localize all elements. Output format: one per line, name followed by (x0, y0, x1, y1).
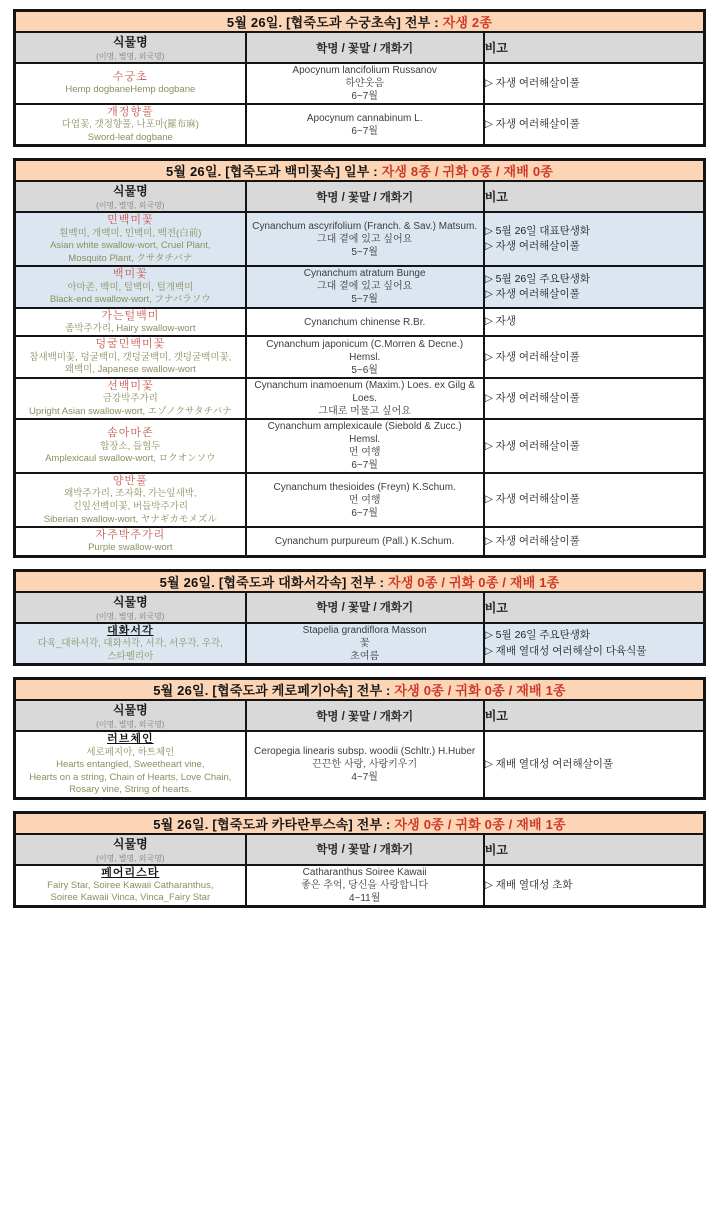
sci-line: 4~7월 (351, 771, 378, 783)
sci-line: 5~6월 (351, 364, 378, 376)
note-cell (484, 378, 705, 419)
plant-row (15, 308, 705, 337)
sci-line: Hemsl. (349, 434, 381, 446)
sci-line: Cynanchum amplexicaule (Siebold & Zucc.) (267, 421, 462, 433)
plant-table-2 (13, 158, 706, 558)
col-header-note: 비고 (484, 834, 705, 865)
plant-alias-line: Hearts on a string, Chain of Hearts, Love Chain, (29, 771, 232, 783)
table-title-row (15, 812, 705, 834)
sci-name-cell (246, 336, 484, 377)
table-title (15, 160, 705, 182)
sci-line: Cynanchum thesioides (Freyn) K.Schum. (273, 481, 456, 493)
sci-name-cell (246, 731, 484, 798)
col-header-plant-name-sub: (이명, 별명, 외국명) (96, 52, 165, 61)
plant-alias-line: Mosquito Plant, クサタチバナ (68, 252, 193, 264)
col-header-sci-name: 학명 / 꽃말 / 개화기 (246, 834, 484, 865)
plant-name-cell (15, 865, 246, 907)
sci-line: Cynanchum purpureum (Pall.) K.Schum. (274, 535, 455, 547)
plant-alias-line: 다엽꽃, 갯정향풀, 나포마(羅布麻) (61, 119, 199, 131)
note-cell (484, 731, 705, 798)
plant-alias-line: Hearts entangled, Sweetheart vine, (56, 759, 205, 771)
sci-line: Stapelia grandiflora Masson (302, 625, 427, 637)
plant-alias-line: Purple swallow-wort (88, 542, 173, 554)
note-cell (484, 473, 705, 527)
plant-row (15, 104, 705, 146)
table-title-text: 5월 26일. [협죽도과 케로페기아속] 전부 : (153, 683, 395, 699)
note-cell (484, 527, 705, 556)
plant-name-cell (15, 212, 246, 266)
table-title-stats: 자생 0종 / 귀화 0종 / 재배 1종 (394, 683, 566, 699)
note-line: ▷ 자생 여러해살이풀 (484, 350, 580, 363)
plant-name-cell (15, 308, 246, 337)
table-title-text: 5월 26일. [협죽도과 백미꽃속] 일부 : (165, 164, 382, 180)
plant-table-5 (13, 811, 706, 908)
sci-line: Cynanchum inamoenum (Maxim.) Loes. ex Gilg & (254, 379, 475, 391)
column-header-row (15, 32, 705, 63)
plant-name: 러브체인 (107, 733, 154, 746)
col-header-plant-name (15, 700, 246, 731)
table-title-stats: 자생 0종 / 귀화 0종 / 재배 1종 (388, 574, 560, 590)
plant-row (15, 266, 705, 307)
note-line: ▷ 5월 26일 대표탄생화 (484, 225, 591, 238)
note-line: ▷ 자생 여러해살이풀 (484, 240, 580, 253)
col-header-plant-name-label: 식물명 (112, 594, 148, 609)
note-line: ▷ 5월 26일 주요탄생화 (484, 629, 591, 642)
plant-alias-line: 왜백미, Japanese swallow-wort (64, 364, 196, 376)
plant-row (15, 527, 705, 556)
col-header-note: 비고 (484, 32, 705, 63)
plant-alias-line: 스타펠리아 (107, 650, 154, 662)
note-cell (484, 63, 705, 104)
note-cell (484, 104, 705, 146)
table-title-text: 5월 26일. [협죽도과 대화서각속] 전부 : (159, 574, 388, 590)
column-header-row (15, 700, 705, 731)
table-title-row (15, 11, 705, 33)
sci-name-cell (246, 378, 484, 419)
plant-name: 양반풀 (112, 475, 148, 488)
col-header-plant-name-label: 식물명 (112, 35, 148, 49)
col-header-plant-name-sub: (이명, 별명, 외국명) (96, 611, 165, 621)
plant-row (15, 419, 705, 473)
plant-alias-line: 다육_대하서각, 대화서각, 서각, 서우각, 우각, (37, 638, 223, 650)
plant-name: 페어리스타 (101, 866, 160, 879)
col-header-plant-name (15, 834, 246, 865)
plant-name: 덩굴민백미꽃 (95, 338, 166, 351)
plant-row (15, 473, 705, 527)
col-header-sci-name: 학명 / 꽃말 / 개화기 (246, 32, 484, 63)
sci-line: Loes. (352, 392, 377, 404)
col-header-note: 비고 (484, 592, 705, 623)
sci-line: Apocynum cannabinum L. (306, 112, 423, 124)
plant-alias-line: 합장소, 들협두 (100, 440, 161, 452)
plant-alias-line: 긴잎선백미꽃, 버들박주가리 (72, 500, 189, 512)
plant-name: 솜아마존 (107, 427, 154, 440)
column-header-row (15, 592, 705, 623)
col-header-plant-name-sub: (이명, 별명, 외국명) (96, 720, 165, 730)
plant-table-3 (13, 569, 706, 666)
plant-alias-line: Amplexicaul swallow-wort, ロクオンソウ (45, 453, 216, 465)
col-header-sci-name: 학명 / 꽃말 / 개화기 (246, 181, 484, 212)
plant-name-cell (15, 731, 246, 798)
sci-line: 6~7월 (351, 91, 378, 102)
sci-line: 초여름 (350, 651, 380, 663)
plant-name: 수궁초 (112, 71, 148, 84)
col-header-plant-name-sub: (이명, 별명, 외국명) (96, 201, 165, 211)
note-cell (484, 623, 705, 665)
sci-line: 그대로 머물고 싶어요 (318, 405, 411, 417)
table-title-row (15, 570, 705, 592)
sci-line: Catharanthus Soiree Kawaii (302, 866, 427, 878)
col-header-plant-name-label: 식물명 (112, 836, 148, 851)
plant-alias-line: 금강박주가리 (102, 393, 158, 405)
note-line: ▷ 자생 (484, 315, 516, 328)
note-cell (484, 419, 705, 473)
sci-name-cell (246, 473, 484, 527)
plant-row (15, 336, 705, 377)
sci-line: 먼 여행 (348, 447, 381, 459)
note-cell (484, 308, 705, 337)
sci-line: 꽃 (359, 638, 370, 650)
plant-alias-line: 아마존, 백미, 털백미, 털개백미 (67, 281, 194, 293)
plant-name-cell (15, 473, 246, 527)
plant-row (15, 212, 705, 266)
column-header-row (15, 834, 705, 865)
col-header-plant-name-sub: (이명, 별명, 외국명) (96, 853, 165, 863)
plant-alias-line: Sword-leaf dogbane (87, 131, 173, 143)
plant-row (15, 378, 705, 419)
plant-alias-line: Upright Asian swallow-wort, エゾノクサタチバナ (29, 405, 232, 417)
sci-line: Cynanchum ascyrifolium (Franch. & Sav.) Matsum. (252, 220, 478, 232)
sci-line: 그대 곁에 있고 싶어요 (317, 281, 413, 293)
sci-line: Ceropegia linearis subsp. woodii (Schltr.) H.Huber (254, 745, 476, 757)
sci-name-cell (246, 623, 484, 665)
plant-alias-line: Rosary vine, String of hearts. (69, 784, 192, 796)
note-line: ▷ 자생 여러해살이풀 (484, 534, 580, 547)
plant-name-cell (15, 378, 246, 419)
sci-line: Cynanchum atratum Bunge (303, 268, 426, 280)
plant-name-cell (15, 419, 246, 473)
plant-name-cell (15, 104, 246, 146)
table-title (15, 11, 705, 33)
column-header-row (15, 181, 705, 212)
sci-name-cell (246, 865, 484, 907)
col-header-plant-name (15, 32, 246, 63)
table-title-text: 5월 26일. [협죽도과 카타란투스속] 전부 : (153, 816, 395, 832)
table-title (15, 570, 705, 592)
col-header-sci-name: 학명 / 꽃말 / 개화기 (246, 592, 484, 623)
plant-table-1 (13, 9, 706, 147)
col-header-note: 비고 (484, 700, 705, 731)
note-line: ▷ 재배 열대성 초화 (484, 878, 573, 891)
table-title-row (15, 160, 705, 182)
plant-name: 가는털백미 (101, 309, 160, 322)
sci-name-cell (246, 308, 484, 337)
sci-line: 끈끈한 사랑, 사랑키우기 (312, 758, 418, 770)
col-header-plant-name (15, 592, 246, 623)
note-cell (484, 336, 705, 377)
plant-name-cell (15, 623, 246, 665)
plant-row (15, 623, 705, 665)
note-line: ▷ 자생 여러해살이풀 (484, 391, 580, 404)
table-title (15, 679, 705, 701)
sci-line: Cynanchum japonicum (C.Morren & Decne.) (266, 338, 464, 350)
sci-line: 좋은 추억, 당신을 사랑합니다 (301, 879, 429, 891)
sci-name-cell (246, 212, 484, 266)
note-line: ▷ 재배 열대성 여러해살이 다육식물 (484, 644, 647, 657)
col-header-note: 비고 (484, 181, 705, 212)
sci-line: Cynanchum chinense R.Br. (304, 316, 426, 328)
sci-line: 그대 곁에 있고 싶어요 (317, 233, 413, 245)
plant-alias-line: 좀박주가리, Hairy swallow-wort (65, 322, 196, 334)
plant-name: 백미꽃 (112, 268, 148, 281)
note-line: ▷ 5월 26일 주요탄생화 (484, 272, 591, 285)
note-cell (484, 865, 705, 907)
sci-line: 먼 여행 (348, 494, 381, 506)
plant-alias-line: 흰백미, 개백미, 민백미, 백전(白前) (59, 227, 202, 239)
plant-alias-line: Soiree Kawaii Vinca, Vinca_Fairy Star (50, 892, 211, 904)
plant-name-cell (15, 336, 246, 377)
plant-name: 민백미꽃 (107, 214, 154, 227)
note-line: ▷ 자생 여러해살이풀 (484, 287, 580, 300)
table-title-text: 5월 26일. [협죽도과 수궁초속] 전부 : (226, 15, 443, 30)
sci-line: Hemsl. (349, 351, 381, 363)
sci-name-cell (246, 63, 484, 104)
note-line: ▷ 자생 여러해살이풀 (484, 118, 580, 131)
plant-alias-line: Fairy Star, Soiree Kawaii Catharanthus, (47, 879, 214, 891)
plant-alias-line: 왜박주가리, 조자화, 가는잎새박, (64, 488, 197, 500)
sci-name-cell (246, 104, 484, 146)
plant-alias-line: 세로페지아, 하트체인 (86, 746, 175, 758)
plant-name: 자주박주가리 (95, 529, 166, 542)
col-header-plant-name (15, 181, 246, 212)
note-line: ▷ 재배 열대성 여러해살이풀 (484, 757, 614, 770)
plant-name-cell (15, 527, 246, 556)
plant-name-cell (15, 266, 246, 307)
sci-line: 4~11월 (348, 892, 381, 904)
plant-row (15, 731, 705, 798)
plant-table-4 (13, 677, 706, 799)
note-cell (484, 266, 705, 307)
sci-name-cell (246, 266, 484, 307)
col-header-sci-name: 학명 / 꽃말 / 개화기 (246, 700, 484, 731)
note-line: ▷ 자생 여러해살이풀 (484, 439, 580, 452)
note-line: ▷ 자생 여러해살이풀 (484, 493, 580, 506)
plant-alias-line: 참새백미꽃, 덩굴백미, 갯덩굴백미, 갯덩굴백미꽃, (29, 351, 232, 363)
sci-line: Apocynum lancifolium Russanov (292, 65, 437, 76)
plant-row (15, 865, 705, 907)
table-title-stats: 자생 0종 / 귀화 0종 / 재배 1종 (394, 816, 566, 832)
sci-line: 5~7월 (351, 294, 378, 306)
sci-name-cell (246, 419, 484, 473)
sci-name-cell (246, 527, 484, 556)
table-title (15, 812, 705, 834)
note-line: ▷ 자생 여러해살이풀 (484, 76, 580, 89)
plant-row (15, 63, 705, 104)
sci-line: 6~7월 (351, 125, 378, 137)
plant-alias-line: Asian white swallow-wort, Cruel Plant, (50, 240, 211, 252)
plant-alias-line: Hemp dogbaneHemp dogbane (65, 84, 196, 96)
sci-line: 6~7월 (351, 460, 378, 472)
plant-alias-line: Siberian swallow-wort, ヤナギカモメズル (43, 513, 217, 525)
plant-alias-line: Black-end swallow-wort, フナバラソウ (49, 294, 211, 306)
col-header-plant-name-label: 식물명 (112, 703, 148, 718)
note-cell (484, 212, 705, 266)
plant-name-cell (15, 63, 246, 104)
table-title-stats: 자생 2종 (442, 15, 493, 30)
table-title-row (15, 679, 705, 701)
col-header-plant-name-label: 식물명 (112, 184, 148, 199)
plant-name: 개정향풀 (107, 106, 154, 118)
plant-name: 선백미꽃 (107, 379, 154, 392)
sci-line: 5~7월 (351, 246, 378, 258)
sci-line: 하얀웃음 (345, 78, 384, 89)
table-title-stats: 자생 8종 / 귀화 0종 / 재배 0종 (381, 164, 554, 180)
plant-name: 대화서각 (107, 624, 154, 637)
sci-line: 6~7월 (351, 507, 378, 519)
